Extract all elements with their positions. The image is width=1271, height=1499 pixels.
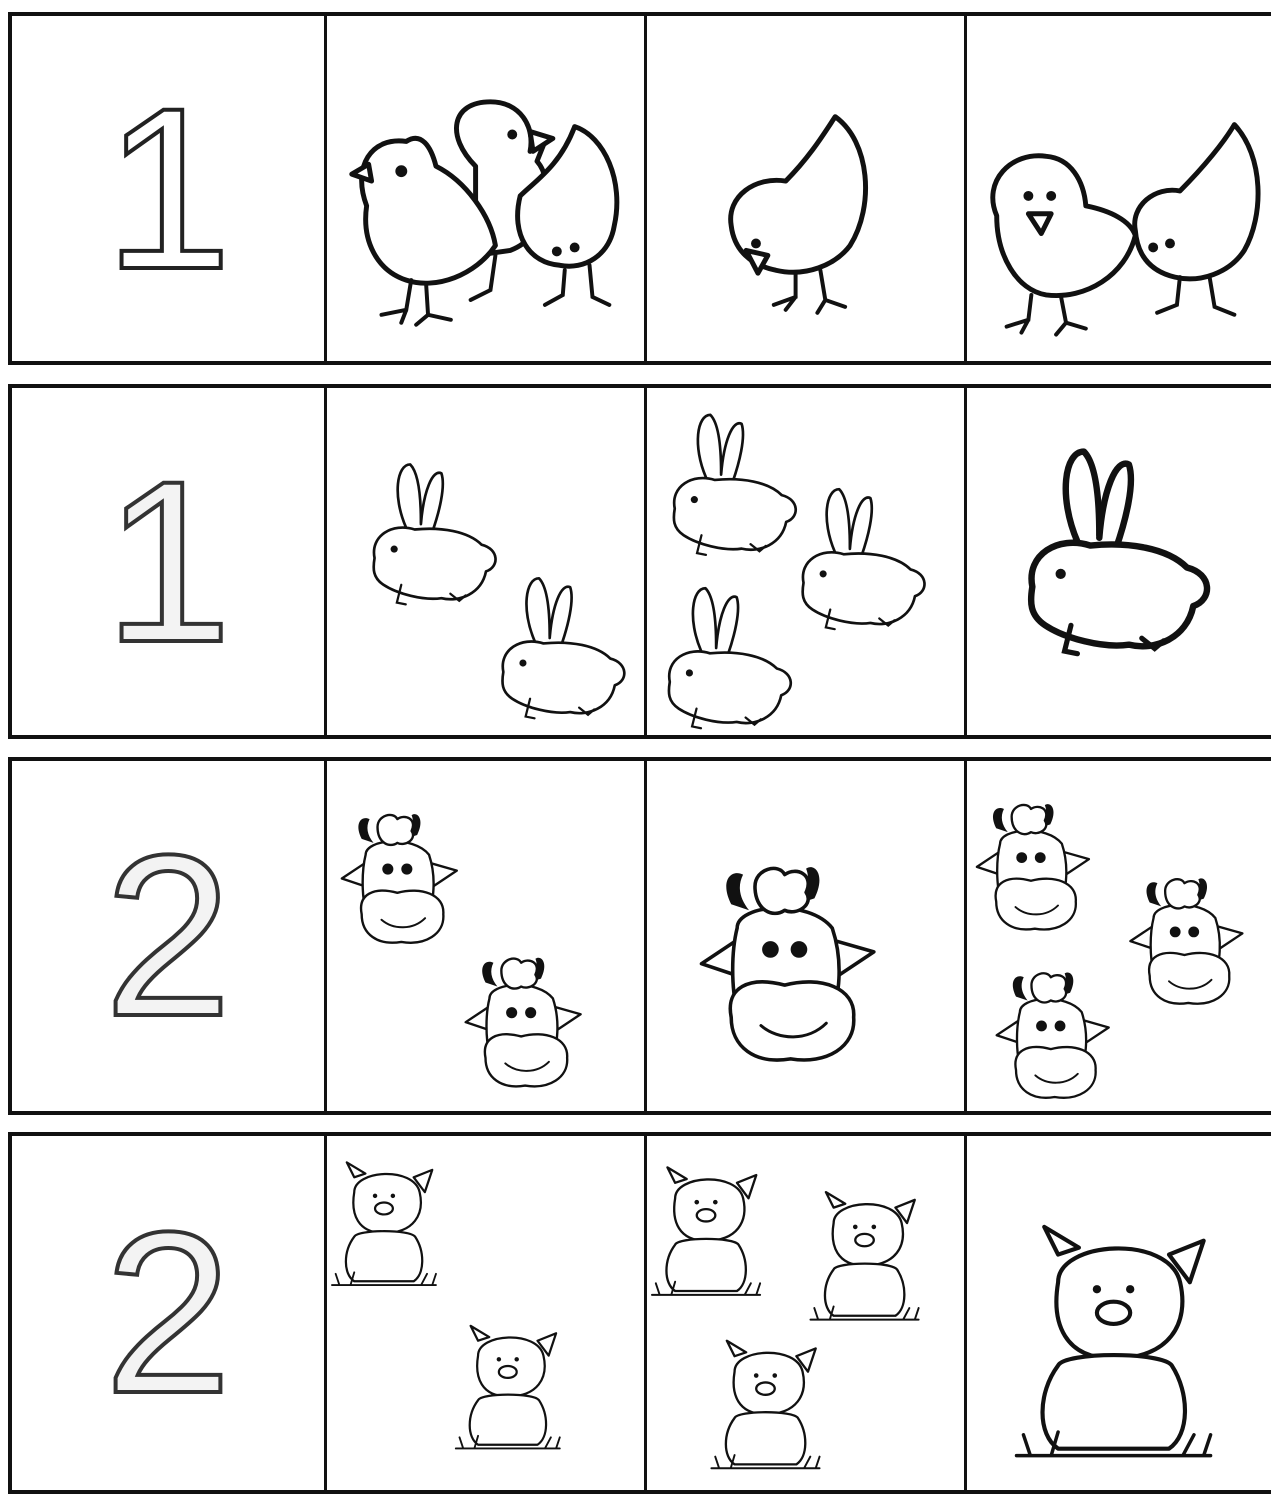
cow-head-icon xyxy=(977,804,1089,929)
chicks-group-two-illustration xyxy=(967,16,1271,361)
number-digit: 1 xyxy=(104,432,232,690)
picture-cell-option-c[interactable] xyxy=(964,388,1271,735)
chick-icon xyxy=(1135,125,1258,315)
picture-cell-option-b[interactable] xyxy=(644,761,964,1111)
rabbit-icon xyxy=(669,588,791,728)
worksheet-row-3 xyxy=(8,757,1271,1115)
pig-icon xyxy=(332,1162,436,1285)
number-cell xyxy=(8,388,324,735)
worksheet-row-1 xyxy=(8,12,1271,365)
number-cell xyxy=(8,761,324,1111)
chick-icon xyxy=(993,156,1136,335)
picture-cell-option-b[interactable] xyxy=(644,1136,964,1490)
chicks-group-three-illustration xyxy=(327,16,644,361)
rabbit-icon xyxy=(674,415,796,555)
picture-cell-option-c[interactable] xyxy=(964,761,1271,1111)
cow-head-icon xyxy=(466,958,581,1087)
pig-icon xyxy=(711,1341,819,1468)
pig-single-illustration xyxy=(967,1136,1271,1490)
rabbit-icon xyxy=(502,578,624,718)
pigs-group-two-illustration xyxy=(327,1136,644,1490)
cow-head-icon xyxy=(997,972,1109,1097)
rabbits-group-two-illustration xyxy=(327,388,644,735)
pigs-group-three-illustration xyxy=(647,1136,964,1490)
pig-icon xyxy=(810,1192,918,1319)
picture-cell-option-a[interactable] xyxy=(324,761,644,1111)
cow-single-illustration xyxy=(647,761,964,1111)
pig-icon xyxy=(456,1326,560,1449)
cow-head-icon xyxy=(342,814,457,943)
cow-head-icon xyxy=(701,867,873,1060)
worksheet-row-2 xyxy=(8,384,1271,739)
picture-cell-option-a[interactable] xyxy=(324,1136,644,1490)
rabbit-icon xyxy=(1031,452,1207,654)
number-digit: 2 xyxy=(104,807,232,1064)
chick-single-illustration xyxy=(647,16,964,361)
picture-cell-option-b[interactable] xyxy=(644,388,964,735)
picture-cell-option-a[interactable] xyxy=(324,16,644,361)
rabbit-single-illustration xyxy=(967,388,1271,735)
picture-cell-option-c[interactable] xyxy=(964,16,1271,361)
cows-group-three-illustration xyxy=(967,761,1271,1111)
picture-cell-option-b[interactable] xyxy=(644,16,964,361)
cows-group-two-illustration xyxy=(327,761,644,1111)
picture-cell-option-a[interactable] xyxy=(324,388,644,735)
number-digit: 1 xyxy=(104,59,232,317)
number-cell xyxy=(8,1136,324,1490)
worksheet-row-4 xyxy=(8,1132,1271,1494)
rabbit-icon xyxy=(374,464,496,604)
number-digit: 2 xyxy=(104,1184,232,1441)
rabbit-icon xyxy=(803,489,925,629)
rabbits-group-three-illustration xyxy=(647,388,964,735)
pig-icon xyxy=(652,1167,760,1294)
pig-icon xyxy=(1017,1227,1211,1456)
picture-cell-option-c[interactable] xyxy=(964,1136,1271,1490)
chick-icon xyxy=(731,117,866,313)
cow-head-icon xyxy=(1130,878,1242,1003)
number-cell xyxy=(8,16,324,361)
